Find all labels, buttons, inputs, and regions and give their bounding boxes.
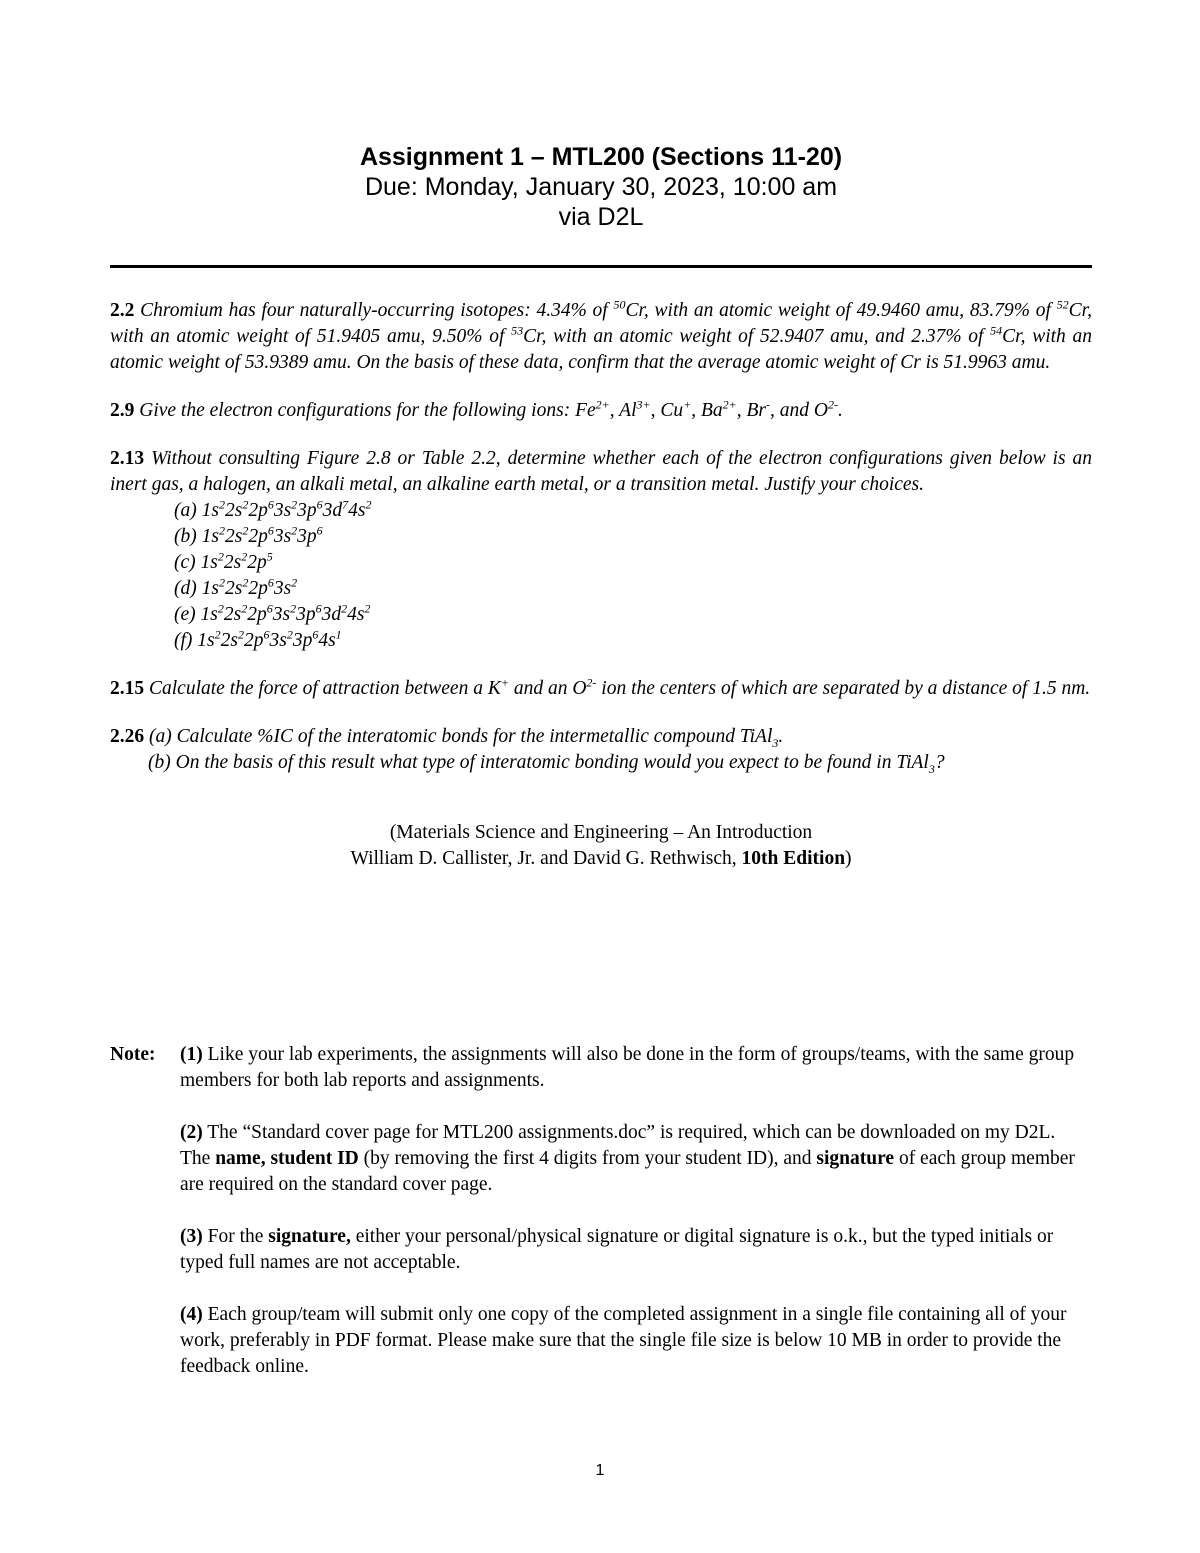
ion-charge: 2- bbox=[586, 675, 597, 690]
electron-count: 2 bbox=[291, 497, 298, 512]
electron-count: 6 bbox=[315, 601, 322, 616]
question-2-26 bbox=[110, 724, 1092, 776]
electron-count: 2 bbox=[214, 627, 221, 642]
ion-charge: 2+ bbox=[722, 397, 737, 412]
ion-symbol: Cu bbox=[660, 400, 684, 421]
note-emphasis: signature, bbox=[268, 1226, 351, 1247]
orbital: 3s bbox=[272, 604, 291, 625]
electron-count: 2 bbox=[237, 627, 244, 642]
configuration-options bbox=[110, 498, 1092, 654]
configuration-option bbox=[174, 628, 1092, 654]
note-text: The “Standard cover page for MTL200 assignments.doc” is required, which can be downloaded on my D2L. The bbox=[180, 1122, 1056, 1169]
ion-charge: 2- bbox=[827, 397, 838, 412]
note-3 bbox=[180, 1224, 1090, 1276]
orbital: 2s bbox=[220, 630, 238, 651]
configuration-option bbox=[174, 550, 1092, 576]
question-2-15 bbox=[110, 676, 1092, 702]
orbital: 2p bbox=[247, 604, 267, 625]
ion-symbol: Br bbox=[746, 400, 767, 421]
reference-line: ) bbox=[845, 848, 852, 869]
orbital: 4s bbox=[347, 604, 365, 625]
orbital: 1s bbox=[201, 526, 219, 547]
question-text: ? bbox=[934, 752, 945, 773]
orbital: 1s bbox=[200, 552, 218, 573]
ion-symbol: Ba bbox=[700, 400, 723, 421]
electron-count: 6 bbox=[267, 523, 274, 538]
question-text: (a) Calculate %IC of the interatomic bonds for the intermetallic compound TiAl bbox=[144, 726, 773, 747]
question-2-9 bbox=[110, 398, 1092, 424]
ion-symbol: O bbox=[813, 400, 828, 421]
ion-list bbox=[575, 397, 843, 421]
ion-separator: , bbox=[609, 400, 620, 421]
orbital: 3s bbox=[273, 526, 292, 547]
electron-count: 2 bbox=[241, 549, 248, 564]
ion-charge: + bbox=[500, 675, 509, 690]
mass-number: 54 bbox=[990, 323, 1003, 338]
orbital: 4s bbox=[348, 500, 366, 521]
option-label: (b) bbox=[174, 526, 202, 547]
electron-count: 2 bbox=[218, 497, 225, 512]
ion-separator: , bbox=[650, 400, 661, 421]
option-label: (c) bbox=[174, 552, 201, 573]
question-text: Give the electron configurations for the following ions: bbox=[134, 400, 576, 421]
ion-charge: + bbox=[683, 397, 692, 412]
question-number: 2.2 bbox=[110, 300, 135, 321]
subscript: 3 bbox=[928, 761, 935, 776]
question-text: Without consulting Figure 2.8 or Table 2.2, determine whether each of the electron configurations given below is an inert gas, a halogen, an alkali metal, an alkaline earth metal, or a transition metal. Justify your choices. bbox=[110, 448, 1092, 495]
electron-count: 2 bbox=[218, 523, 225, 538]
orbital: 2p bbox=[248, 578, 268, 599]
electron-count: 1 bbox=[335, 627, 342, 642]
orbital: 3s bbox=[273, 500, 292, 521]
option-label: (e) bbox=[174, 604, 201, 625]
orbital: 1s bbox=[200, 604, 218, 625]
option-label: (a) bbox=[174, 500, 202, 521]
question-text: ion the centers of which are separated by a distance of 1.5 nm. bbox=[596, 678, 1091, 699]
question-text: Cr, with an atomic weight of 49.9460 amu, 83.79% of bbox=[625, 300, 1057, 321]
mass-number: 52 bbox=[1056, 297, 1069, 312]
electron-count: 7 bbox=[342, 497, 349, 512]
electron-count: 2 bbox=[217, 549, 224, 564]
question-text: Chromium has four naturally-occurring isotopes: 4.34% of bbox=[134, 300, 614, 321]
question-text: and an O bbox=[508, 678, 587, 699]
header-divider bbox=[110, 265, 1092, 268]
note-text: Each group/team will submit only one copy of the completed assignment in a single file containing all of your work, preferably in PDF format. Please make sure that the single file size is below 10 MB in order to provide the feedback online. bbox=[180, 1304, 1067, 1377]
orbital: 2s bbox=[224, 500, 243, 521]
electron-count: 2 bbox=[218, 575, 225, 590]
subscript: 3 bbox=[772, 735, 779, 750]
configuration-option bbox=[174, 524, 1092, 550]
note-text: Like your lab experiments, the assignments will also be done in the form of groups/teams, with the same group members for both lab reports and assignments. bbox=[180, 1044, 1075, 1091]
submission-method: via D2L bbox=[558, 203, 644, 231]
question-number: 2.9 bbox=[110, 400, 135, 421]
question-2-13 bbox=[110, 446, 1092, 654]
orbital: 3d bbox=[321, 604, 342, 625]
orbital: 3p bbox=[292, 630, 313, 651]
orbital: 3s bbox=[269, 630, 287, 651]
question-number: 2.15 bbox=[110, 678, 145, 699]
note-emphasis: name, student ID bbox=[215, 1148, 359, 1169]
questions bbox=[110, 298, 1092, 872]
electron-count: 6 bbox=[267, 575, 274, 590]
reference-line: (Materials Science and Engineering – An Introduction bbox=[389, 822, 813, 843]
note-number: (2) bbox=[180, 1122, 203, 1143]
orbital: 1s bbox=[201, 500, 219, 521]
orbital: 4s bbox=[318, 630, 336, 651]
electron-count: 2 bbox=[290, 601, 297, 616]
electron-count: 2 bbox=[217, 601, 224, 616]
electron-count: 2 bbox=[242, 497, 249, 512]
configuration-option bbox=[174, 498, 1092, 524]
electron-count: 6 bbox=[316, 497, 323, 512]
ion-separator: , bbox=[736, 400, 747, 421]
ion-charge: 2+ bbox=[595, 397, 610, 412]
option-label: (d) bbox=[174, 578, 202, 599]
page-title: Assignment 1 – MTL200 (Sections 11-20) bbox=[359, 143, 843, 171]
orbital: 2p bbox=[247, 552, 267, 573]
orbital: 3p bbox=[297, 526, 317, 547]
ion-symbol: Fe bbox=[575, 400, 596, 421]
note-1 bbox=[180, 1042, 1090, 1094]
mass-number: 50 bbox=[613, 297, 626, 312]
note-number: (1) bbox=[180, 1044, 203, 1065]
electron-count: 6 bbox=[312, 627, 319, 642]
electron-count: 2 bbox=[364, 601, 371, 616]
note-text: For the bbox=[202, 1226, 269, 1247]
orbital: 2s bbox=[224, 578, 243, 599]
electron-count: 2 bbox=[291, 575, 298, 590]
orbital: 1s bbox=[197, 630, 215, 651]
electron-count: 2 bbox=[365, 497, 372, 512]
ion-charge: 3+ bbox=[636, 397, 651, 412]
electron-count: 2 bbox=[286, 627, 293, 642]
ion-separator: , and bbox=[770, 400, 814, 421]
electron-count: 2 bbox=[241, 601, 248, 616]
question-text: Cr, with an atomic weight of 52.9407 amu, and 2.37% of bbox=[523, 326, 991, 347]
electron-count: 2 bbox=[291, 523, 298, 538]
note-text: either your personal/physical signature or digital signature is o.k., but the typed initials or typed full names are not acceptable. bbox=[180, 1226, 1054, 1273]
question-text: (b) On the basis of this result what type of interatomic bonding would you expect to be found in TiAl bbox=[148, 752, 929, 773]
option-label: (f) bbox=[174, 630, 198, 651]
orbital: 2s bbox=[224, 526, 243, 547]
configuration-option bbox=[174, 576, 1092, 602]
orbital: 3p bbox=[297, 500, 317, 521]
orbital: 2s bbox=[223, 604, 242, 625]
orbital: 2p bbox=[248, 526, 268, 547]
ion-separator: , bbox=[691, 400, 701, 421]
question-text: . bbox=[778, 726, 784, 747]
note-items bbox=[180, 1042, 1090, 1406]
orbital: 1s bbox=[201, 578, 219, 599]
note-emphasis: signature bbox=[816, 1148, 895, 1169]
ion-separator: . bbox=[837, 400, 843, 421]
ion-charge: - bbox=[766, 397, 771, 412]
note-2 bbox=[180, 1120, 1090, 1198]
orbital: 2s bbox=[223, 552, 242, 573]
question-text: Cr, with an atomic weight of 53.9389 amu. On the basis of these data, confirm that the average atomic weight of Cr is 51.9963 amu. bbox=[110, 326, 1092, 373]
electron-count: 6 bbox=[263, 627, 270, 642]
note-text: (by removing the first 4 digits from your student ID), and bbox=[358, 1148, 817, 1169]
orbital: 2p bbox=[243, 630, 264, 651]
orbital: 3d bbox=[322, 500, 343, 521]
reference-edition: 10th Edition bbox=[741, 848, 846, 869]
header bbox=[110, 142, 1092, 232]
note-number: (4) bbox=[180, 1304, 203, 1325]
ion-symbol: Al bbox=[619, 400, 637, 421]
electron-count: 6 bbox=[267, 497, 274, 512]
question-number: 2.13 bbox=[110, 448, 145, 469]
reference-line: William D. Callister, Jr. and David G. Rethwisch, bbox=[350, 848, 742, 869]
electron-count: 2 bbox=[341, 601, 348, 616]
page-number: 1 bbox=[595, 1462, 605, 1479]
question-number: 2.26 bbox=[110, 726, 145, 747]
note-4 bbox=[180, 1302, 1090, 1380]
electron-count: 6 bbox=[266, 601, 273, 616]
mass-number: 53 bbox=[511, 323, 524, 338]
electron-count: 2 bbox=[242, 523, 249, 538]
question-2-2 bbox=[110, 298, 1092, 376]
question-text: Cr, with an atomic weight of 51.9405 amu, 9.50% of bbox=[110, 300, 1092, 347]
orbital: 3p bbox=[296, 604, 316, 625]
electron-count: 6 bbox=[316, 523, 323, 538]
orbital: 2p bbox=[248, 500, 268, 521]
orbital: 3s bbox=[273, 578, 292, 599]
textbook-reference bbox=[110, 820, 1092, 872]
electron-count: 5 bbox=[266, 549, 273, 564]
electron-count: 2 bbox=[242, 575, 249, 590]
due-date: Due: Monday, January 30, 2023, 10:00 am bbox=[364, 173, 838, 201]
question-text: Calculate the force of attraction between a K bbox=[144, 678, 501, 699]
note-text: of each group member are required on the standard cover page. bbox=[180, 1148, 1075, 1195]
note-number: (3) bbox=[180, 1226, 203, 1247]
configuration-option bbox=[174, 602, 1092, 628]
note-label: Note: bbox=[110, 1044, 156, 1065]
